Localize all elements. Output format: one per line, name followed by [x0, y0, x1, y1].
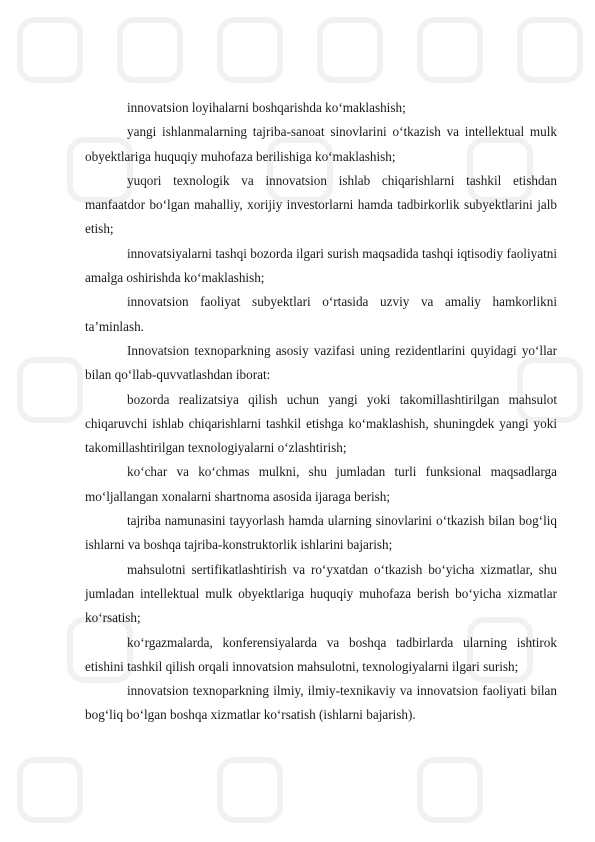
paragraph-4: innovatsiyalarni tashqi bozorda ilgari surish maqsadida tashqi iqtisodiy faoliyatni amalga oshirishda ko‘maklashish; — [85, 245, 557, 286]
paragraph-8: ko‘char va ko‘chmas mulkni, shu jumladan turli funksional maqsadlarga mo‘ljallangan xonalarni shartnoma asosida ijaraga berish; — [85, 464, 557, 504]
paragraph-5: innovatsion faoliyat subyektlari o‘rtasida uzviy va amaliy hamkorlikni ta’minlash. — [85, 294, 557, 334]
paragraph-6: Innovatsion texnoparkning asosiy vazifasi uning rezidentlarini quyidagi yo‘llar bilan qo‘llab-quvvatlashdan iborat: — [85, 342, 557, 383]
paragraph-1: innovatsion loyihalarni boshqarishda ko‘maklashish; — [127, 100, 406, 115]
paragraph-2: yangi ishlanmalarning tajriba-sanoat sinovlarini o‘tkazish va intellektual mulk obyektlariga huquqiy muhofaza berilishiga ko‘maklashish; — [85, 124, 557, 164]
paragraph-9: tajriba namunasini tayyorlash hamda ularning sinovlarini o‘tkazish bilan bog‘liq ishlarni va boshqa tajriba-konstruktorlik ishlarini bajarish; — [85, 513, 557, 553]
paragraph-12: innovatsion texnoparkning ilmiy, ilmiy-texnikaviy va innovatsion faoliyati bilan bog‘liq bo‘lgan boshqa xizmatlar ko‘rsatish (ishlarni bajarish). — [85, 683, 557, 723]
paragraph-7: bozorda realizatsiya qilish uchun yangi yoki takomillashtirilgan mahsulot chiqaruvchi ishlab chiqarishlarni tashkil etishga ko‘maklashish, shuningdek yangi yoki takomillashtirilgan texnologiyalarni o‘zlashtirish; — [85, 391, 557, 456]
paragraph-10: mahsulotni sertifikatlashtirish va ro‘yxatdan o‘tkazish bo‘yicha xizmatlar, shu jumladan intellektual mulk obyektlariga huquqiy muhofaza berish bo‘yicha xizmatlar ko‘rsatish; — [85, 561, 557, 626]
document-body — [85, 96, 557, 728]
paragraph-11: ko‘rgazmalarda, konferensiyalarda va boshqa tadbirlarda ularning ishtirok etishini tashkil qilish orqali innovatsion mahsulotni, texnologiyalarni ilgari surish; — [85, 634, 557, 674]
paragraph-3: yuqori texnologik va innovatsion ishlab chiqarishlarni tashkil etishdan manfaatdor bo‘lgan mahalliy, xorijiy investorlarni hamda tadbirkorlik subyektlarini jalb etish; — [85, 172, 557, 237]
